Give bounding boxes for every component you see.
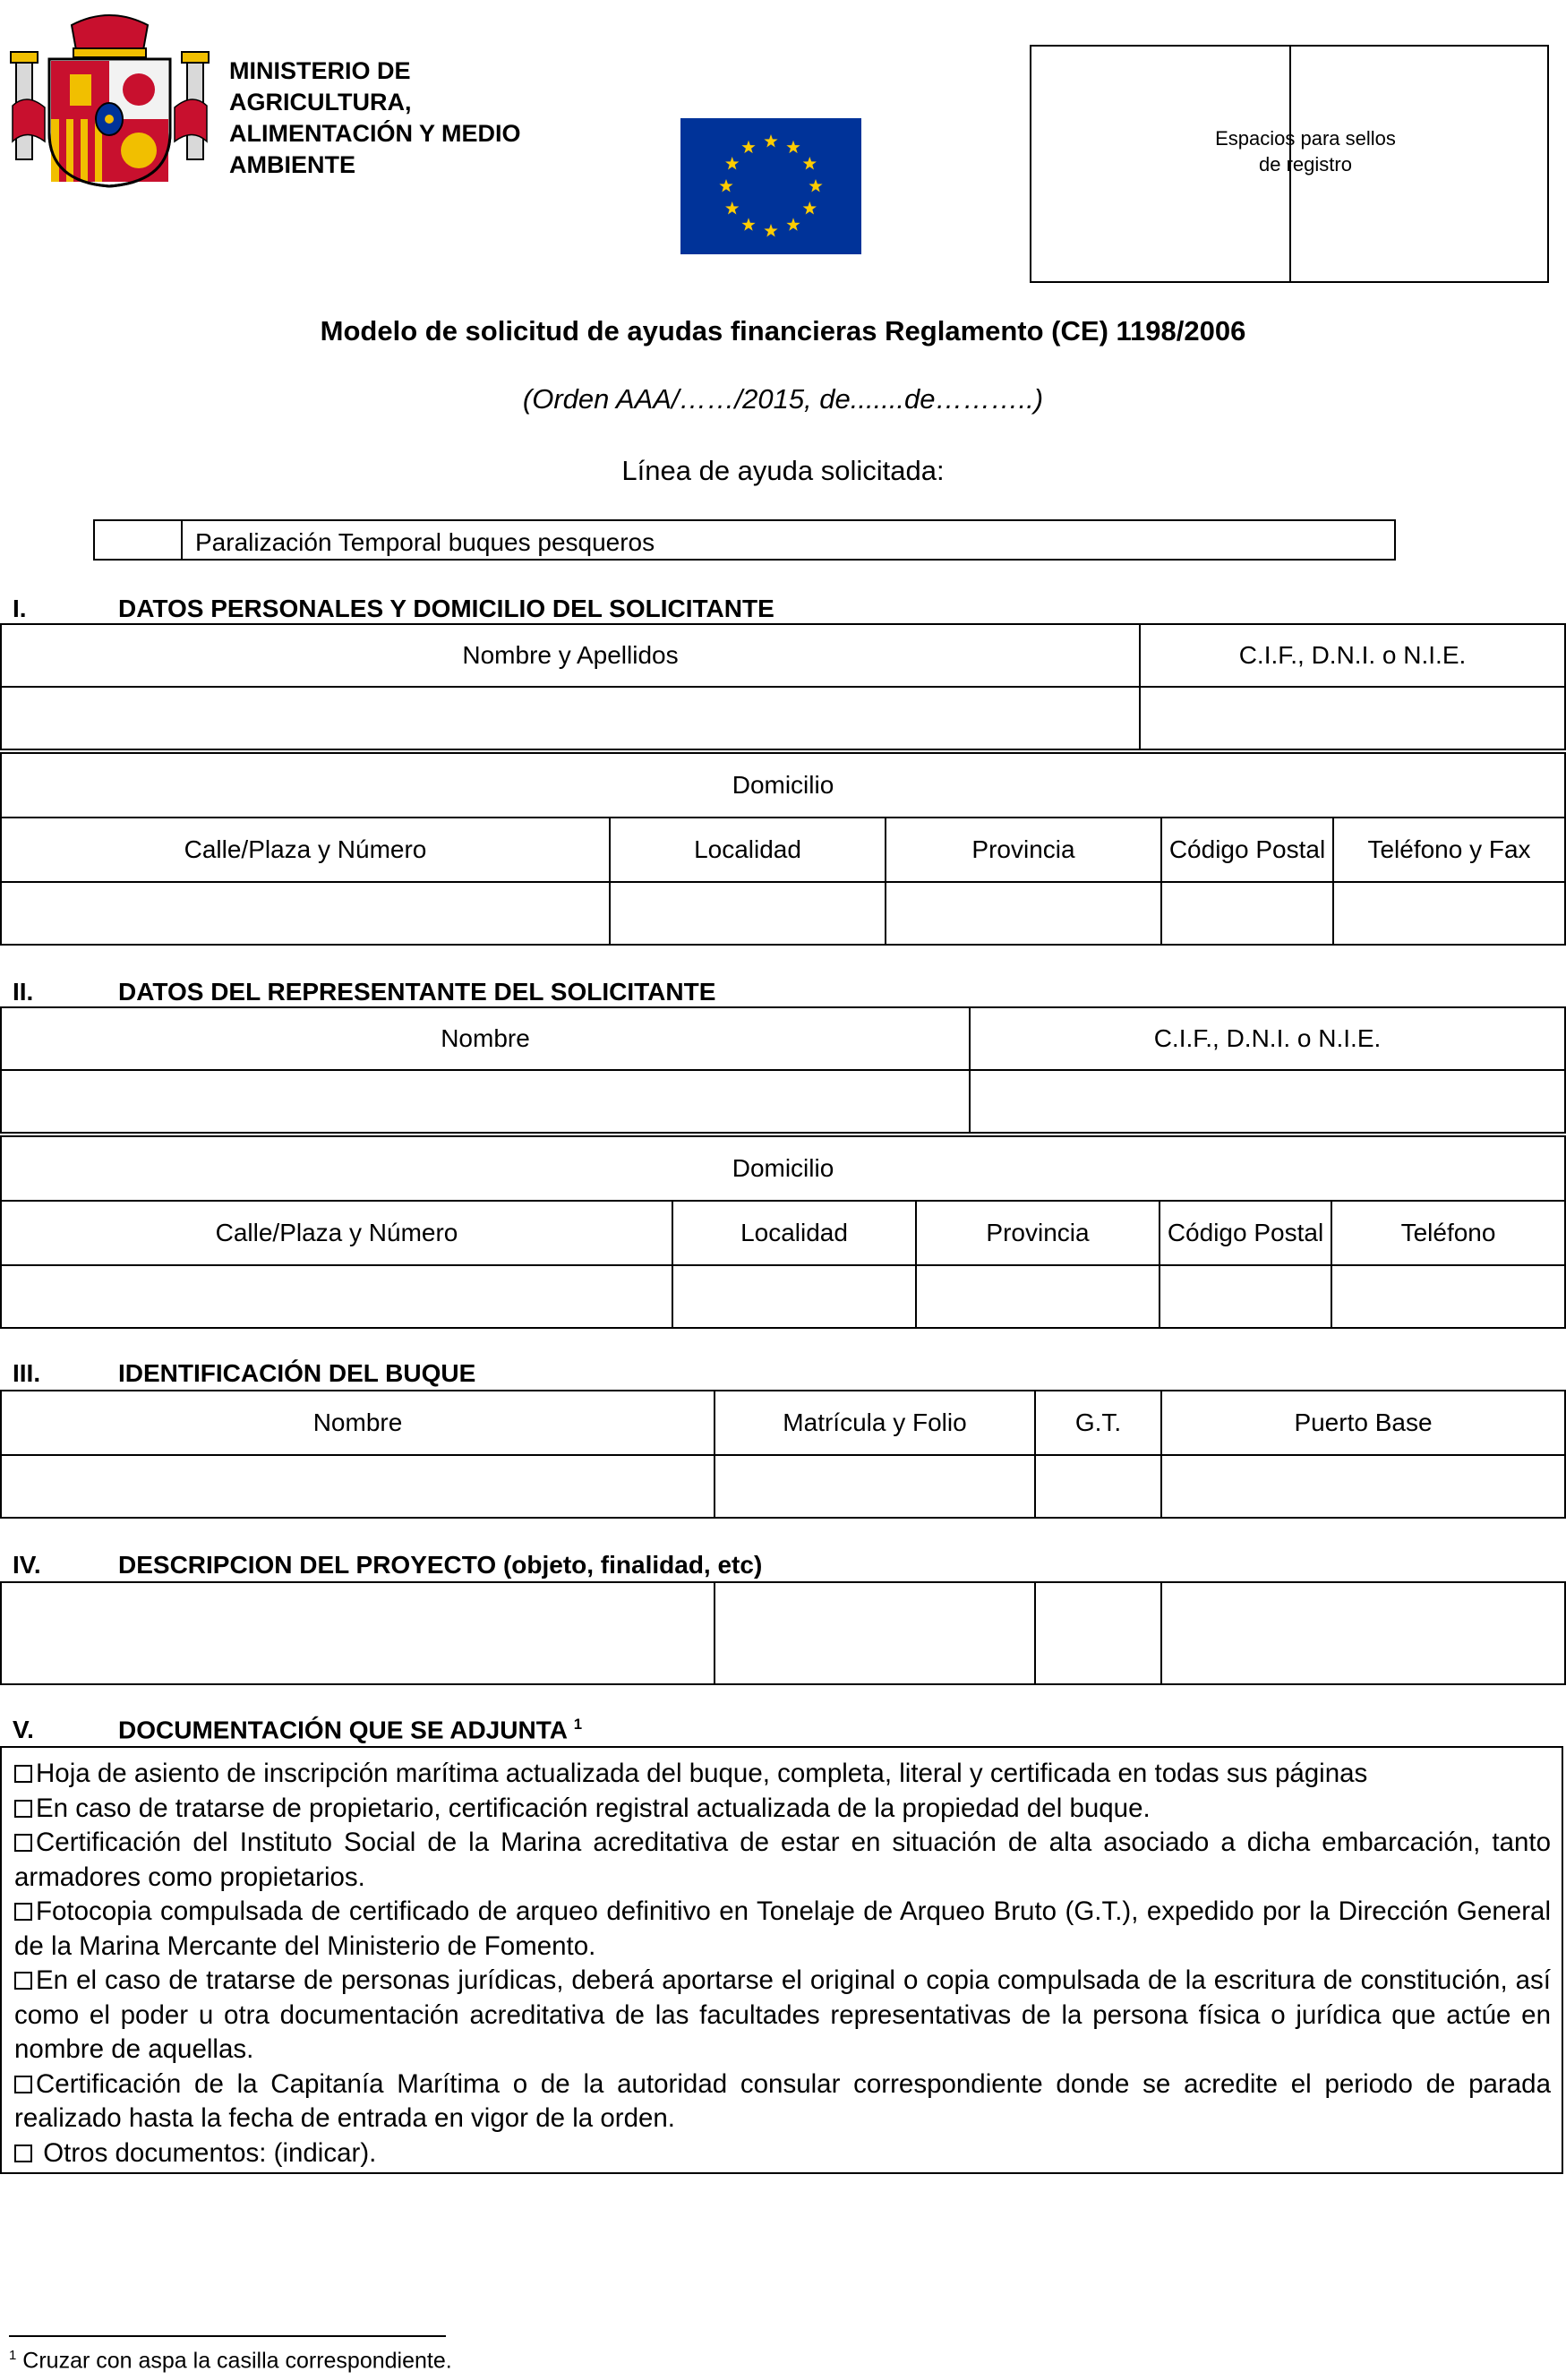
document-checkbox[interactable] [14,1972,32,1990]
aid-line-label: Línea de ayuda solicitada: [621,455,945,486]
phone-fax-field[interactable] [1333,882,1565,945]
section-title: IDENTIFICACIÓN DEL BUQUE [118,1359,476,1387]
section-number: IV. [13,1551,41,1579]
postal-code-field[interactable] [1161,882,1333,945]
name-header: Nombre [1,1007,970,1070]
list-item [14,1964,1551,2068]
ministry-line: MINISTERIO DE [229,57,411,84]
column-header: Localidad [610,818,886,882]
name-field[interactable] [1,687,1140,749]
id-field[interactable] [970,1070,1565,1133]
phone-field[interactable] [1331,1265,1565,1328]
column-header: Teléfono y Fax [1333,818,1565,882]
description-field[interactable] [1035,1582,1161,1684]
section-title-suffix: (objeto, finalidad, etc) [502,1551,763,1579]
section-title-main: DOCUMENTACIÓN QUE SE ADJUNTA [118,1716,567,1744]
section-title-main: DESCRIPCION DEL PROYECTO [118,1551,497,1579]
column-header: Provincia [886,818,1161,882]
eu-flag-icon [680,118,861,254]
column-header: Nombre [1,1391,715,1455]
column-header: Calle/Plaza y Número [1,818,610,882]
list-item [14,1757,1551,1792]
stamp-label [1205,125,1406,177]
postal-code-field[interactable] [1160,1265,1331,1328]
representative-name-table [0,1006,1566,1134]
section-heading [13,1716,583,1744]
section-title: DATOS PERSONALES Y DOMICILIO DEL SOLICITANTE [118,595,774,622]
ministry-line: ALIMENTACIÓN Y MEDIO [229,120,521,147]
applicant-name-table [0,623,1566,750]
domicilio-header: Domicilio [1,753,1565,818]
province-field[interactable] [916,1265,1160,1328]
section-heading [13,1359,476,1388]
project-description-table [0,1581,1566,1685]
ministry-line: AGRICULTURA, [229,89,412,116]
section-number: III. [13,1359,41,1387]
column-header: Calle/Plaza y Número [1,1201,672,1265]
document-label: Fotocopia compulsada de certificado de arqueo definitivo en Tonelaje de Arqueo Bruto (G.T.), expedido por la Dirección General de la Marina Mercante del Ministerio de Fomento. [14,1896,1551,1961]
vessel-name-field[interactable] [1,1455,715,1518]
document-checkbox[interactable] [14,1765,32,1783]
section-heading [13,978,716,1006]
form-title: Modelo de solicitud de ayudas financieras Reglamento (CE) 1198/2006 [320,315,1246,347]
name-header: Nombre y Apellidos [1,624,1140,687]
document-checkbox[interactable] [14,2145,32,2162]
section-number: II. [13,978,34,1006]
ministry-name [229,56,521,181]
footnote-number: 1 [9,2348,17,2363]
footnote [9,2348,452,2374]
column-header: Teléfono [1331,1201,1565,1265]
id-header: C.I.F., D.N.I. o N.I.E. [1140,624,1565,687]
column-header: Puerto Base [1161,1391,1565,1455]
province-field[interactable] [886,882,1161,945]
aid-option-row [93,519,1396,561]
footnote-text: Cruzar con aspa la casilla correspondiente. [16,2348,452,2374]
section-number: I. [13,595,27,622]
section-title: DATOS DEL REPRESENTANTE DEL SOLICITANTE [118,978,716,1006]
column-header: Matrícula y Folio [715,1391,1035,1455]
column-header: Código Postal [1161,818,1333,882]
ministry-line: AMBIENTE [229,151,355,178]
document-label: Certificación de la Capitanía Marítima o de la autoridad consular correspondiente donde se acredite el periodo de parada realizado hasta la fecha de entrada en vigor de la orden. [14,2068,1551,2133]
column-header: G.T. [1035,1391,1161,1455]
locality-field[interactable] [672,1265,916,1328]
document-label: Otros documentos: (indicar). [36,2137,377,2168]
section-title [118,1551,762,1580]
aid-option-checkbox[interactable] [95,521,183,559]
list-item [14,1826,1551,1895]
applicant-address-table [0,752,1566,946]
vessel-table [0,1390,1566,1519]
document-checkbox[interactable] [14,1834,32,1852]
coat-of-arms-icon [9,7,210,195]
id-header: C.I.F., D.N.I. o N.I.E. [970,1007,1565,1070]
locality-field[interactable] [610,882,886,945]
representative-address-table [0,1135,1566,1329]
section-number: V. [13,1716,34,1743]
street-field[interactable] [1,882,610,945]
document-checkbox[interactable] [14,2076,32,2093]
document-checkbox[interactable] [14,1903,32,1921]
section-heading [13,595,774,623]
description-field[interactable] [1,1582,715,1684]
section-title [118,1716,582,1744]
home-port-field[interactable] [1161,1455,1565,1518]
documentation-list [0,1746,1563,2174]
domicilio-header: Domicilio [1,1136,1565,1201]
footnote-ref: 1 [573,1716,583,1733]
document-label: Certificación del Instituto Social de la Marina acreditativa de estar en situación de alta asociado a dicha embarcación, tanto armadores como propietarios. [14,1828,1551,1892]
section-heading [13,1551,763,1580]
document-label: En el caso de tratarse de personas jurídicas, deberá aportarse el original o copia compulsada de la escritura de constitución, así como el poder u otra documentación acreditativa de las facultades representativas de la persona física o jurídica que actúe en nombre de aquellas. [14,1965,1551,2064]
name-field[interactable] [1,1070,970,1133]
gt-field[interactable] [1035,1455,1161,1518]
stamp-label-line: Espacios para sellos [1215,127,1396,150]
description-field[interactable] [1161,1582,1565,1684]
stamp-label-line: de registro [1259,153,1352,176]
footnote-separator [9,2335,446,2337]
column-header: Provincia [916,1201,1160,1265]
document-label: Hoja de asiento de inscripción marítima actualizada del buque, completa, literal y certificada en todas sus páginas [36,1759,1368,1788]
column-header: Localidad [672,1201,916,1265]
column-header: Código Postal [1160,1201,1331,1265]
document-label: En caso de tratarse de propietario, certificación registral actualizada de la propiedad del buque. [36,1793,1151,1823]
list-item [14,2068,1551,2136]
list-item [14,1792,1551,1827]
id-field[interactable] [1140,687,1565,749]
list-item [14,2136,1551,2171]
list-item [14,1895,1551,1964]
registration-field[interactable] [715,1455,1035,1518]
description-field[interactable] [715,1582,1035,1684]
document-checkbox[interactable] [14,1800,32,1818]
street-field[interactable] [1,1265,672,1328]
aid-option-label: Paralización Temporal buques pesqueros [195,528,655,556]
order-reference: (Orden AAA/……/2015, de.......de………..) [522,383,1044,415]
